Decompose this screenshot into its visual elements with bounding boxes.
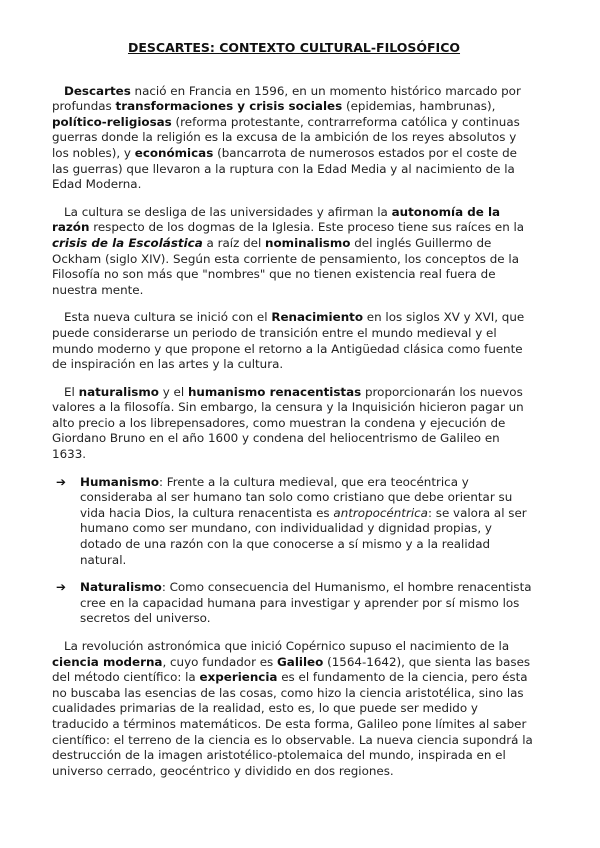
- term-humanismo: Humanismo: [80, 474, 160, 489]
- paragraph-naturalismo-humanismo: El naturalismo y el humanismo renacentistas proporcionarán los nuevos valores a la filosofía. Sin embargo, la censura y la Inquisición hicieron pagar un alto precio a los librepensadores, como muestran la condena y ejecución de Giordano Bruno en el año 1600 y condena del heliocentrismo de Galileo en 1633.: [52, 384, 524, 462]
- term-autonomia: autonomía de la razón: [52, 204, 501, 235]
- list-item: ➔ Humanismo: Frente a la cultura medieval, que era teocéntrica y consideraba al ser humano tan solo como cristiano que debe orientar su vida hacia Dios, la cultura renacentista es antropocéntrica: se valora al ser humano como ser mundano, con individualidad y dignidad propias, y dotado de una razón con la que conocerse a sí mismo y a la realidad natural.: [56, 474, 527, 567]
- term-ciencia-moderna: ciencia moderna: [52, 654, 163, 669]
- term-galileo: Galileo: [277, 654, 324, 669]
- paragraph-renacimiento: Esta nueva cultura se inició con el Renacimiento en los siglos XV y XVI, que puede considerarse un periodo de transición entre el mundo medieval y el mundo moderno y que propone el retorno a la Antigüedad clásica como fuente de inspiración en las artes y la cultura.: [52, 310, 525, 372]
- paragraph-autonomia: La cultura se desliga de las universidades y afirman la autonomía de la razón respecto de los dogmas de la Iglesia. Este proceso tiene sus raíces en la crisis de la Escolástica a raíz del nominalismo del inglés Guillermo de Ockham (siglo XIV). Según esta corriente de pensamiento, los conceptos de la Filosofía no son más que "nombres" que no tienen existencia real fuera de nuestra mente.: [52, 204, 525, 297]
- list-item: ➔ Naturalismo: Como consecuencia del Humanismo, el hombre renacentista cree en la capacidad humana para investigar y aprender por sí mismo los secretos del universo.: [56, 580, 532, 626]
- term-transformaciones: transformaciones y crisis sociales: [115, 99, 343, 114]
- page-title: DESCARTES: CONTEXTO CULTURAL-FILOSÓFICO: [127, 40, 461, 55]
- paragraph-intro: Descartes nació en Francia en 1596, en un momento histórico marcado por profundas transformaciones y crisis sociales (epidemias, hambrunas), político-religiosas (reforma protestante, contrarreforma católica y continuas guerras donde la religión es la excusa de la ambición de los reyes absolutos y los nobles), y económicas (bancarrota de numerosos estados por el coste de las guerras) que llevaron a la ruptura con la Edad Media y al nacimiento de la Edad Moderna.: [52, 83, 521, 192]
- term-renacimiento: Renacimiento: [271, 310, 364, 325]
- term-naturalismo-bullet: Naturalismo: [80, 580, 162, 595]
- term-politico-religiosas: político-religiosas: [52, 114, 172, 129]
- arrow-right-icon: ➔: [56, 580, 66, 595]
- arrow-right-icon: ➔: [56, 474, 66, 489]
- term-economicas: económicas: [134, 145, 214, 160]
- term-antropocentrica: antropocéntrica: [333, 505, 428, 520]
- bullet-list: [52, 475, 536, 627]
- term-nominalismo: nominalismo: [265, 235, 351, 250]
- term-experiencia: experiencia: [199, 670, 278, 685]
- term-escolastica: crisis de la Escolástica: [52, 235, 203, 250]
- term-humanismo-renacentistas: humanismo renacentistas: [187, 384, 362, 399]
- term-descartes: Descartes: [64, 83, 131, 98]
- term-naturalismo: naturalismo: [78, 384, 159, 399]
- paragraph-ciencia-moderna: La revolución astronómica que inició Copérnico supuso el nacimiento de la ciencia moderna, cuyo fundador es Galileo (1564-1642), que sienta las bases del método científico: la experiencia es el fundamento de la ciencia, pero ésta no buscaba las esencias de las cosas, como hizo la ciencia aristotélica, sino las cualidades primarias de la realidad, esto es, lo que puede ser medido y traducido a términos matemáticos. De esta forma, Galileo pone límites al saber científico: el terreno de la ciencia es lo observable. La nueva ciencia supondrá la destrucción de la imagen aristotélico-ptolemaica del mundo, inspirada en el universo cerrado, geocéntrico y dividido en dos regiones.: [52, 639, 533, 778]
